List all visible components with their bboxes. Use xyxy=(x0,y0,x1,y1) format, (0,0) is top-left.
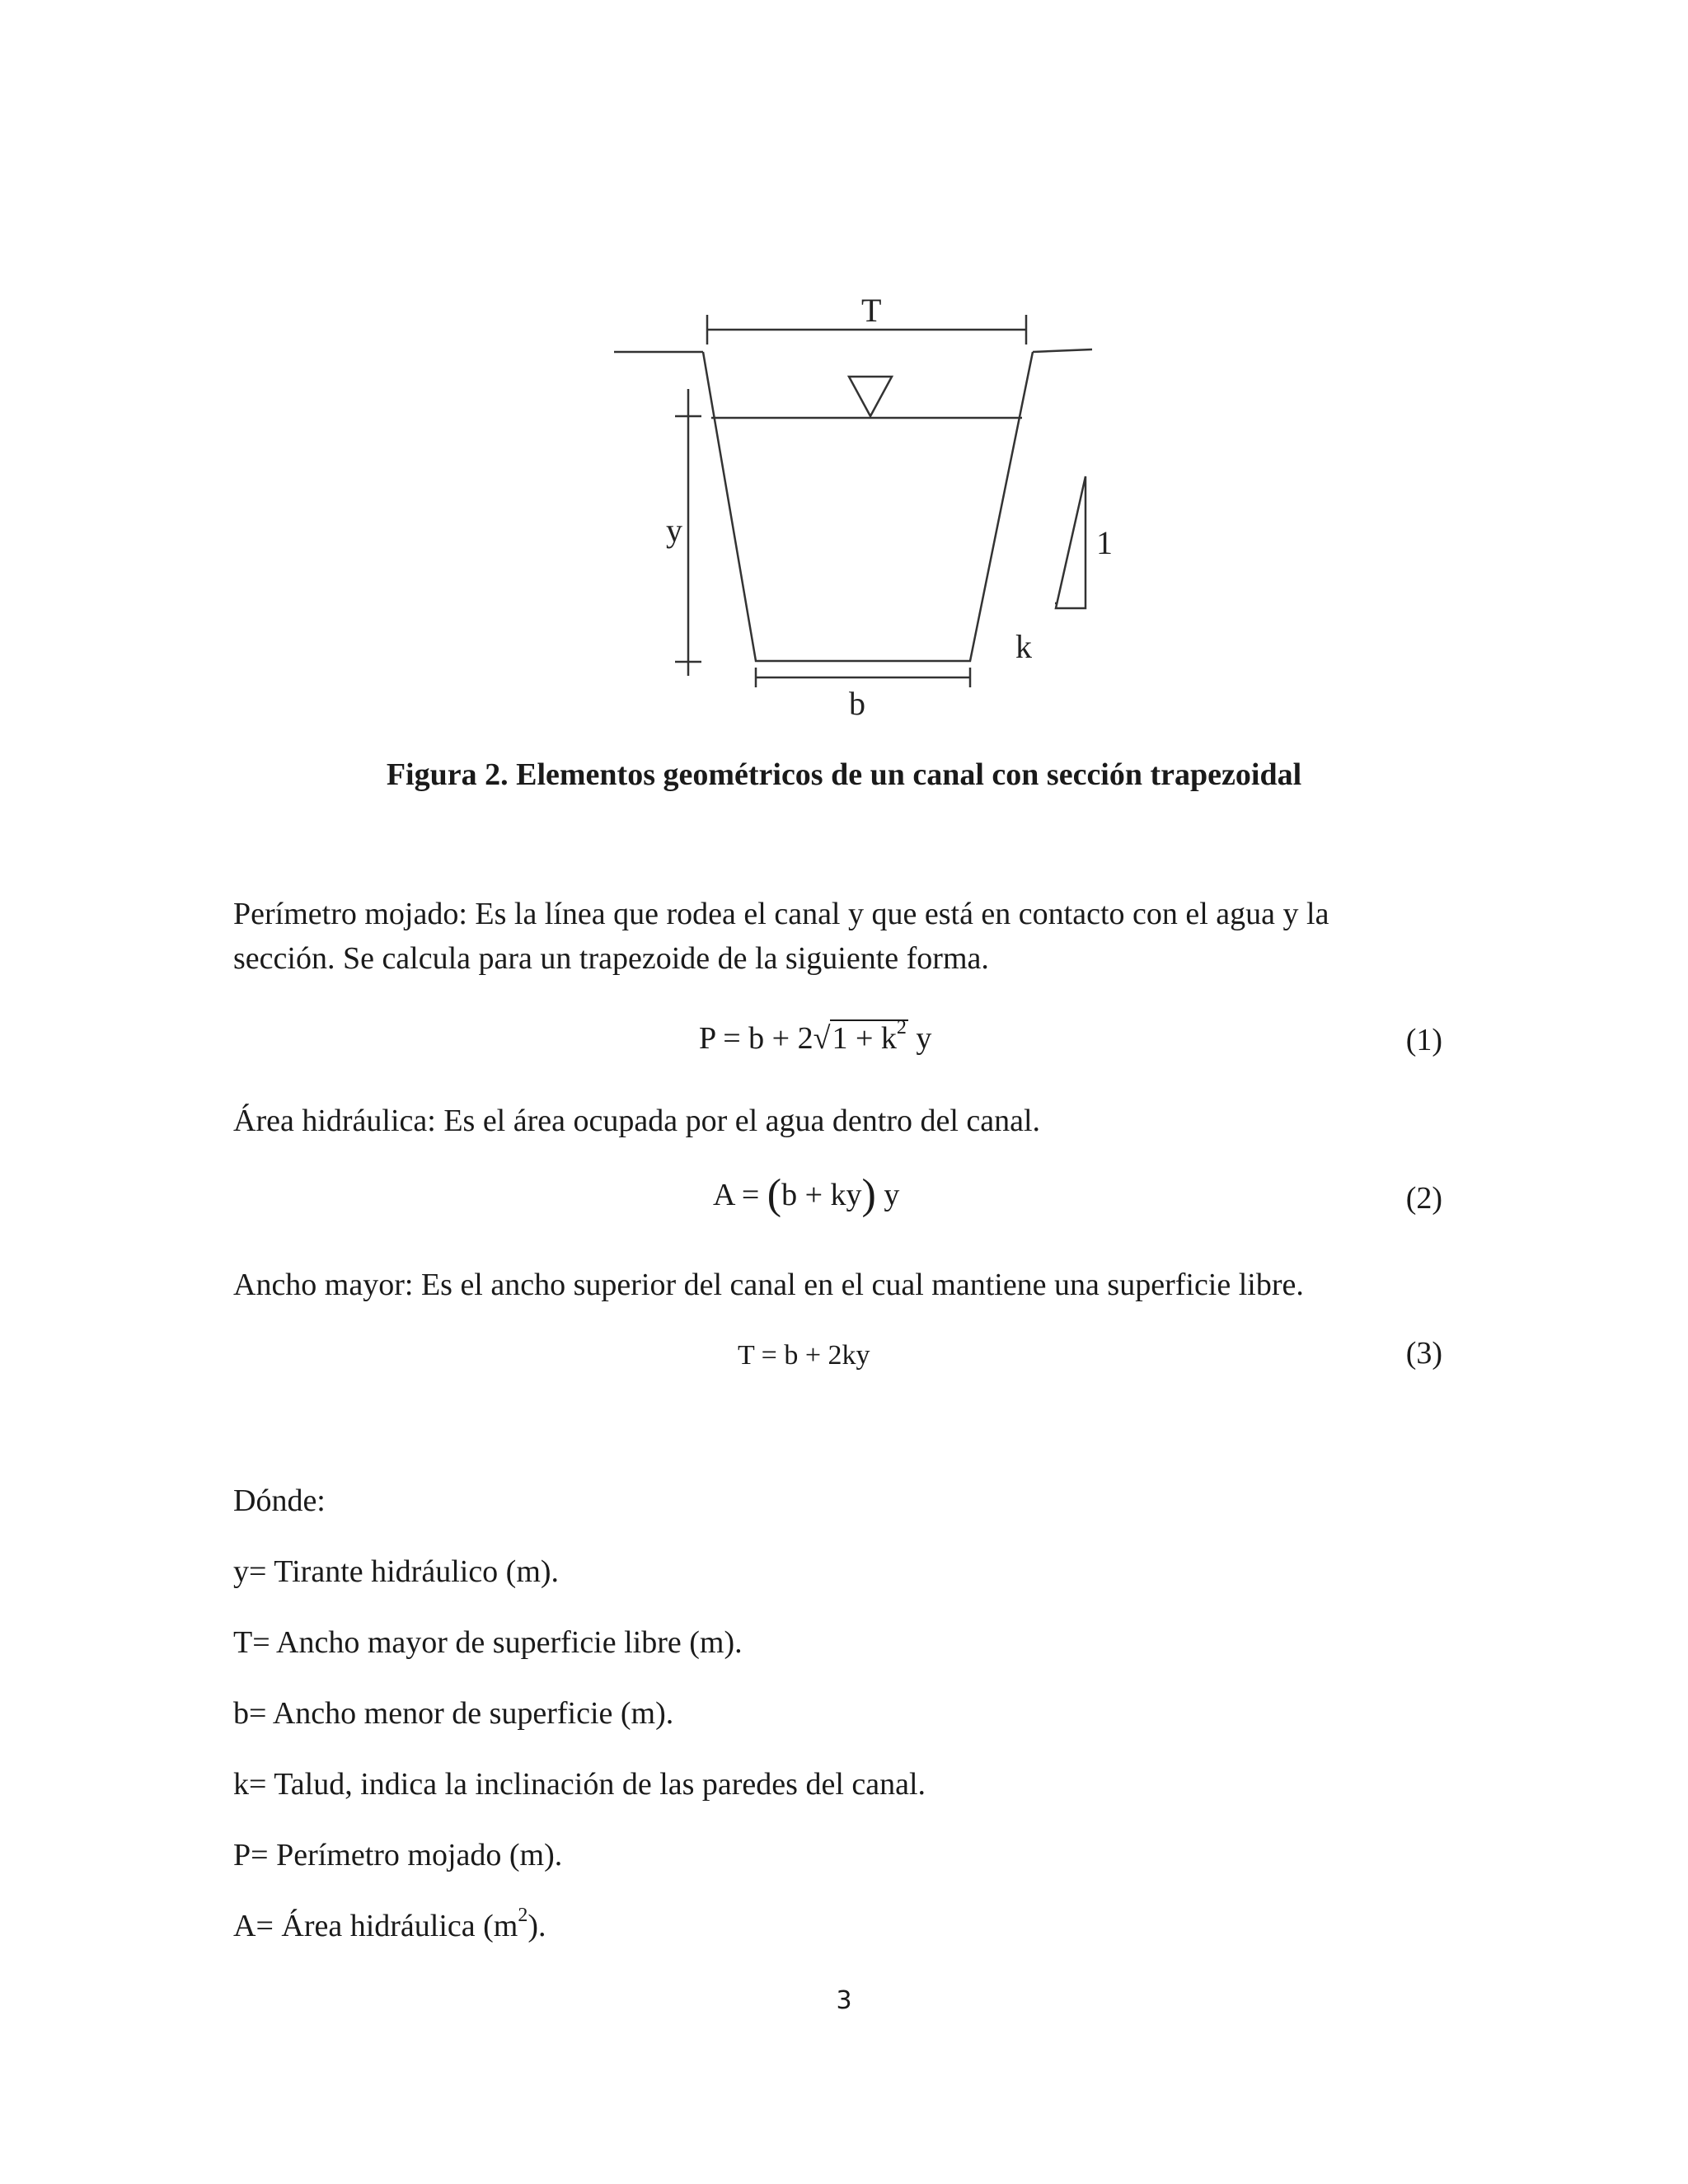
equation-1 xyxy=(699,1017,932,1057)
equation-number-2: (2) xyxy=(1405,1181,1442,1216)
equation-number-3: (3) xyxy=(1405,1336,1442,1371)
eq1-exponent: 2 xyxy=(896,1017,907,1038)
channel-figure xyxy=(610,297,1121,725)
definition-P: P= Perímetro mojado (m). xyxy=(233,1838,563,1872)
definition-A-exponent: 2 xyxy=(518,1905,528,1926)
eq2-suffix: y xyxy=(875,1178,900,1212)
eq1-suffix: y xyxy=(907,1021,932,1056)
eq1-radicand: 1 + k xyxy=(832,1021,897,1056)
perimetro-paragraph xyxy=(233,892,1470,981)
donde-heading: Dónde: xyxy=(233,1483,326,1518)
definition-y: y= Tirante hidráulico (m). xyxy=(233,1554,560,1589)
label-y: y xyxy=(666,512,682,549)
page-number: 3 xyxy=(836,1986,852,2015)
area-paragraph: Área hidráulica: Es el área ocupada por el agua dentro del canal. xyxy=(233,1104,1041,1138)
trapezoid-diagram xyxy=(610,297,1121,725)
definition-A-prefix: A= Área hidráulica (m xyxy=(233,1909,518,1943)
figure-caption: Figura 2. Elementos geométricos de un canal con sección trapezoidal xyxy=(386,757,1302,792)
equation-2 xyxy=(713,1171,900,1218)
eq1-prefix: P = b + 2 xyxy=(699,1021,814,1056)
definition-A xyxy=(233,1904,1470,1948)
perimetro-line-1: Perímetro mojado: Es la línea que rodea el canal y que está en contacto con el agua y la xyxy=(233,897,1329,931)
definition-k: k= Talud, indica la inclinación de las paredes del canal. xyxy=(233,1767,926,1802)
label-b: b xyxy=(849,685,865,722)
definition-A-suffix: ). xyxy=(528,1909,546,1943)
equation-3: T = b + 2ky xyxy=(738,1340,870,1371)
label-k: k xyxy=(1015,628,1032,665)
sqrt-symbol: $√1 + k^2$ xyxy=(813,1017,907,1056)
perimetro-line-2: sección. Se calcula para un trapezoide de la siguiente forma. xyxy=(233,941,989,976)
slope-triangle xyxy=(1056,476,1085,608)
label-1: 1 xyxy=(1096,524,1113,561)
definition-T: T= Ancho mayor de superficie libre (m). xyxy=(233,1625,743,1660)
channel-profile xyxy=(703,352,1033,661)
eq2-prefix: A = xyxy=(713,1178,760,1212)
right-ground-line xyxy=(1033,349,1092,352)
eq2-inner: b + ky xyxy=(781,1178,862,1212)
water-level-triangle-icon xyxy=(849,377,892,416)
label-T: T xyxy=(861,297,882,329)
equation-number-1: (1) xyxy=(1405,1023,1442,1057)
eq2-close-paren: ) xyxy=(861,1171,876,1218)
eq2-open-paren: ( xyxy=(767,1171,782,1218)
ancho-paragraph: Ancho mayor: Es el ancho superior del canal en el cual mantiene una superficie libre. xyxy=(233,1268,1304,1302)
definition-b: b= Ancho menor de superficie (m). xyxy=(233,1696,674,1731)
